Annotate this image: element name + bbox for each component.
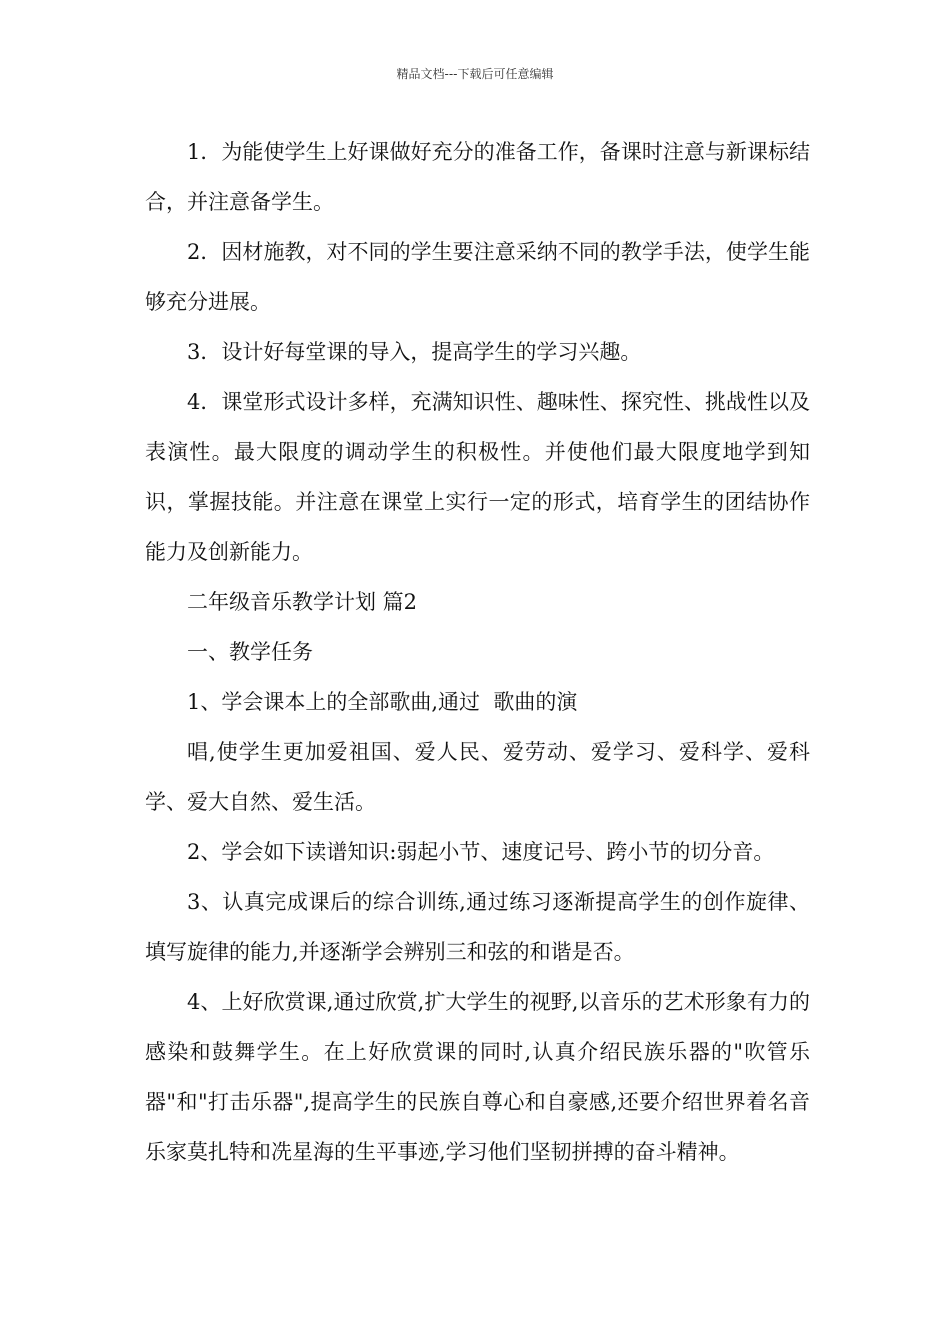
paragraph-item-2: 2．因材施教，对不同的学生要注意采纳不同的教学手法，使学生能够充分进展。 xyxy=(145,240,810,314)
task-item-1-line-1: 1、学会课本上的全部歌曲,通过 歌曲的演 xyxy=(187,690,578,714)
paragraph-item-3: 3．设计好每堂课的导入，提高学生的学习兴趣。 xyxy=(187,340,642,364)
paragraph-item-4: 4．课堂形式设计多样，充满知识性、趣味性、探究性、挑战性以及表演性。最大限度的调动学生的积极性。并使他们最大限度地学到知识，掌握技能。并注意在课堂上实行一定的形式，培育学生的团结协作能力及创新能力。 xyxy=(145,390,810,564)
task-item-4: 4、上好欣赏课,通过欣赏,扩大学生的视野,以音乐的艺术形象有力的感染和鼓舞学生。在上好欣赏课的同时,认真介绍民族乐器的"吹管乐器"和"打击乐器",提高学生的民族自尊心和自豪感,还要介绍世界着名音乐家莫扎特和冼星海的生平事迹,学习他们坚韧拼搏的奋斗精神。 xyxy=(145,990,810,1164)
paragraph-item-1: 1．为能使学生上好课做好充分的准备工作，备课时注意与新课标结合，并注意备学生。 xyxy=(145,140,810,214)
section-title: 二年级音乐教学计划 篇2 xyxy=(187,590,418,614)
document-body xyxy=(145,127,810,1177)
task-item-1-line-2: 唱,使学生更加爱祖国、爱人民、爱劳动、爱学习、爱科学、爱科学、爱大自然、爱生活。 xyxy=(145,740,810,814)
page-header: 精品文档---下载后可任意编辑 xyxy=(396,67,554,81)
subsection-heading: 一、教学任务 xyxy=(187,640,313,664)
task-item-3: 3、认真完成课后的综合训练,通过练习逐渐提高学生的创作旋律、填写旋律的能力,并逐渐学会辨别三和弦的和谐是否。 xyxy=(145,890,810,964)
task-item-2: 2、学会如下读谱知识:弱起小节、速度记号、跨小节的切分音。 xyxy=(187,840,775,864)
